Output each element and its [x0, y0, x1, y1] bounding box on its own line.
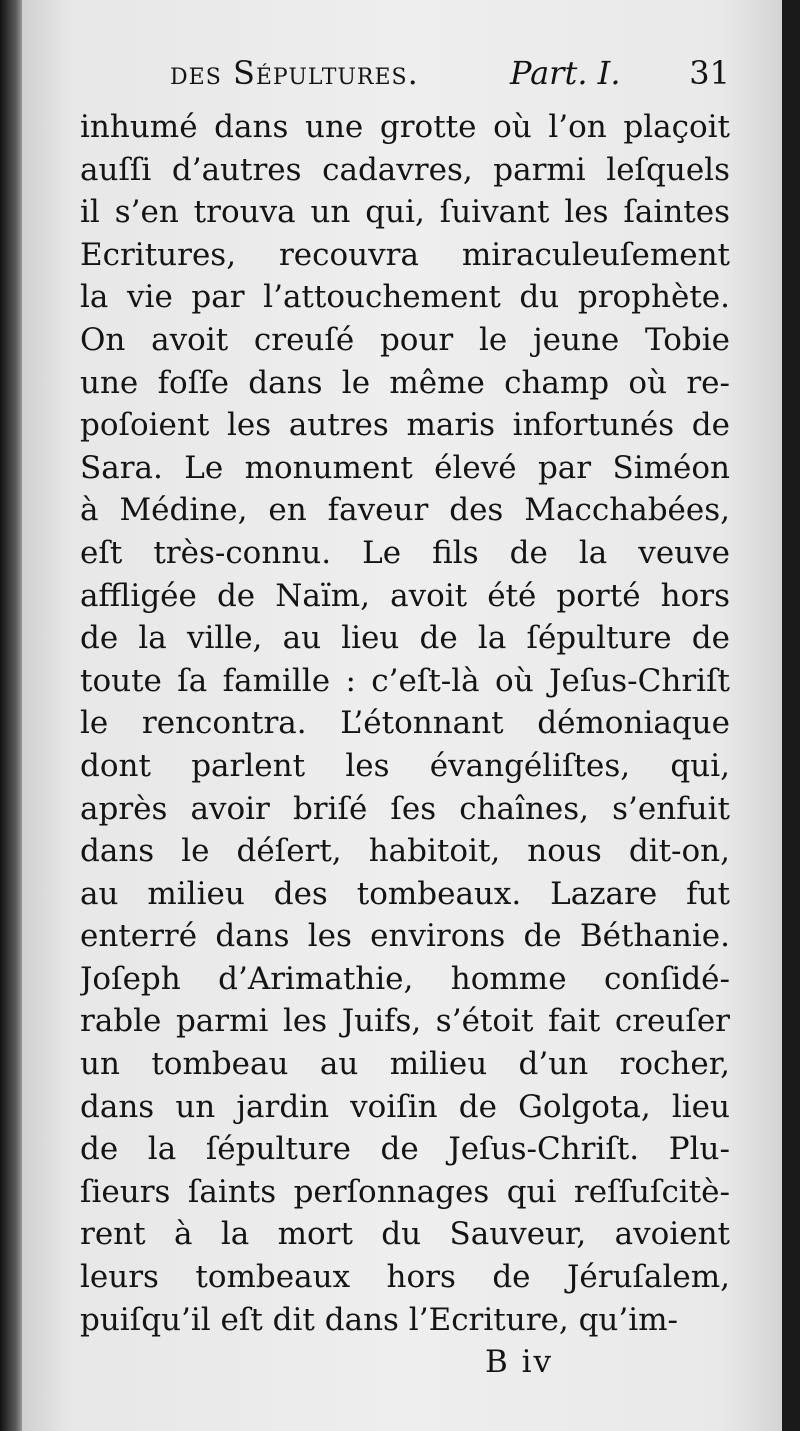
running-header: [80, 48, 730, 98]
text-line: Joſeph d’Arimathie, homme conſidé-: [80, 960, 730, 997]
page-content: [80, 48, 730, 1380]
page-number: 31: [689, 54, 730, 92]
text-line: un tombeau au milieu d’un rocher,: [80, 1046, 730, 1083]
text-line: affligée de Naïm, avoit été porté hors: [80, 577, 730, 614]
text-line: Sara. Le monument élevé par Siméon: [80, 449, 730, 486]
text-line: eſt très-connu. Le fils de la veuve: [80, 534, 730, 571]
text-line: la vie par l’attouchement du prophète.: [80, 279, 730, 316]
running-part: Part. I.: [510, 54, 621, 92]
text-line: à Médine, en faveur des Macchabées,: [80, 492, 730, 529]
text-line: dans le déſert, habitoit, nous dit-on,: [80, 833, 730, 870]
text-line: dans un jardin voiſin de Golgota, lieu: [80, 1088, 730, 1125]
text-line: puiſqu’il eſt dit dans l’Ecriture, qu’im-: [80, 1301, 679, 1338]
text-line: le rencontra. L’étonnant démoniaque: [80, 705, 730, 742]
text-line: auſſi d’autres cadavres, parmi leſquels: [80, 151, 730, 188]
text-line: après avoir briſé ſes chaînes, s’enfuit: [80, 790, 730, 827]
text-line: rable parmi les Juifs, s’étoit fait creuſer: [80, 1003, 730, 1040]
text-line: enterré dans les environs de Béthanie.: [80, 918, 730, 955]
body-text: [80, 106, 730, 1341]
text-line: inhumé dans une grotte où l’on plaçoit: [80, 109, 730, 145]
text-line: de la ſépulture de Jeſus-Chriſt. Plu-: [80, 1131, 730, 1168]
text-line: de la ville, au lieu de la ſépulture de: [80, 620, 730, 657]
text-line: dont parlent les évangéliſtes, qui,: [80, 747, 730, 784]
text-line: On avoit creuſé pour le jeune Tobie: [80, 321, 730, 358]
signature-mark: B iv: [485, 1344, 554, 1380]
text-line: Ecritures, recouvra miraculeuſement: [80, 236, 730, 273]
text-line: rent à la mort du Sauveur, avoient: [80, 1216, 730, 1253]
text-line: ſieurs ſaints perſonnages qui reſſuſcitè-: [80, 1173, 730, 1210]
text-line: leurs tombeaux hors de Jéruſalem,: [80, 1259, 730, 1296]
text-line: poſoient les autres maris infortunés de: [80, 407, 730, 444]
text-line: une foſſe dans le même champ où re-: [80, 364, 730, 401]
text-line: au milieu des tombeaux. Lazare fut: [80, 875, 730, 912]
text-line: il s’en trouva un qui, ſuivant les ſaintes: [80, 194, 730, 231]
text-line: toute ſa famille : c’eſt-là où Jeſus-Chriſt: [80, 662, 730, 699]
running-title: des Sépultures.: [170, 54, 419, 92]
